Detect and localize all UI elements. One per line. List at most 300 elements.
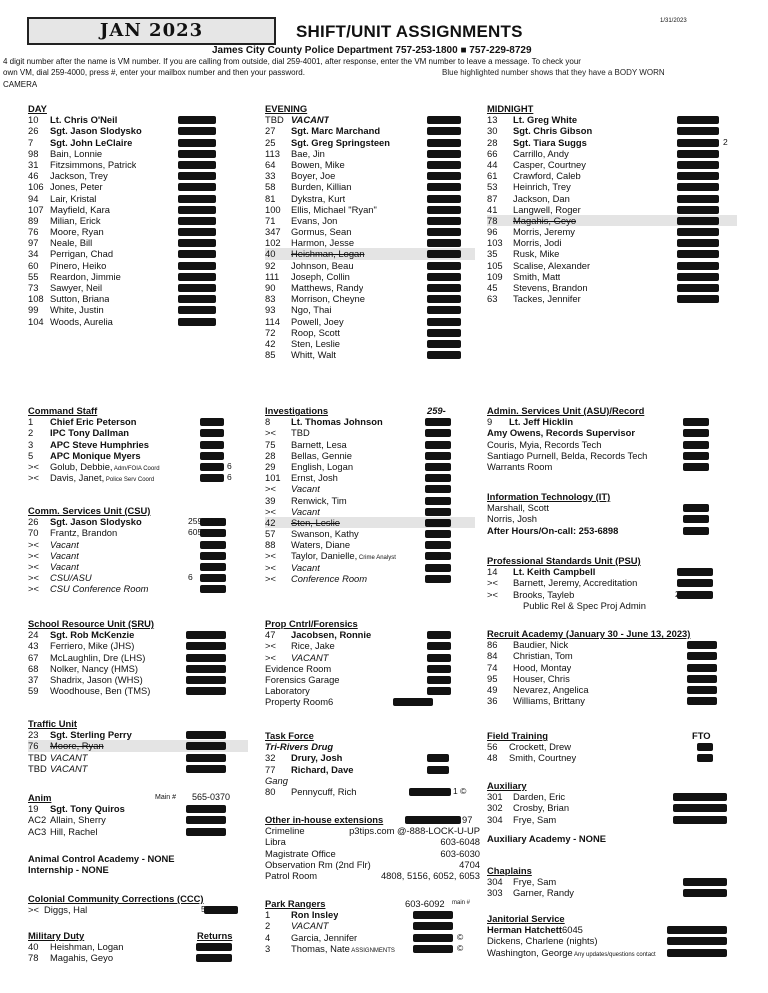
csu-section (28, 505, 248, 595)
task-section (265, 730, 475, 797)
evening-row (265, 282, 475, 293)
sru-row-redaction (186, 642, 226, 650)
field-row (487, 752, 737, 763)
midnight-row-name: Heinrich, Trey (513, 181, 571, 193)
chaplains-row-number: 303 (487, 887, 503, 899)
field-fto-label: FTO (692, 730, 711, 741)
ccc-row-redaction (204, 906, 238, 914)
day-row-number: 106 (28, 181, 44, 193)
midnight-row-redaction (677, 195, 719, 203)
midnight-row (487, 181, 737, 192)
evening-row-number: 111 (265, 270, 280, 282)
evening-row-name: Heishman, Logan (291, 248, 365, 260)
recruit-row-redaction (687, 641, 717, 649)
investigations-row-redaction (425, 485, 451, 493)
csu-heading: Comm. Services Unit (CSU) (28, 505, 151, 516)
animal-row (28, 814, 248, 825)
evening-row-name: Morrison, Cheyne (291, 293, 365, 305)
day-row (28, 159, 248, 170)
evening-row-redaction (427, 318, 461, 326)
day-row-name: Lair, Kristal (50, 192, 97, 204)
it-line (487, 525, 737, 536)
traffic-row-number: 76 (28, 740, 39, 752)
day-row-name: Reardon, Jimmie (50, 270, 121, 282)
day-row-name: Woods, Aurelia (50, 315, 113, 327)
evening-row-number: 102 (265, 237, 281, 249)
academy-line: Internship - NONE (28, 864, 109, 876)
psu-row-number: >< (487, 588, 498, 600)
evening-row (265, 125, 475, 136)
midnight-row-redaction (677, 262, 719, 270)
day-row-number: 97 (28, 237, 39, 249)
traffic-row-name: VACANT (50, 751, 88, 763)
park-row-name: Thomas, Nate ASSIGNMENTS (291, 942, 395, 954)
investigations-row-name: Waters, Diane (291, 539, 351, 551)
task-row-number: 77 (265, 763, 276, 775)
park-section (265, 898, 480, 954)
day-row-redaction (178, 116, 216, 124)
midnight-row (487, 204, 737, 215)
park-row-name: Ron Insley (291, 909, 339, 921)
psu-row-name: Brooks, Tayleb (513, 588, 575, 600)
investigations-row (265, 450, 475, 461)
midnight-row-redaction (677, 161, 719, 169)
sru-row-name: Ferriero, Mike (JHS) (50, 640, 135, 652)
command-row (28, 439, 248, 450)
command-row-extension: 6 (227, 472, 232, 483)
other-row-value: p3tips.com @-888-LOCK-U-UP (349, 825, 480, 837)
evening-row-name: Roop, Scott (291, 326, 340, 338)
park-row-redaction (413, 911, 453, 919)
evening-row-redaction (427, 183, 461, 191)
evening-row-redaction (427, 329, 461, 337)
military-row (28, 941, 258, 952)
park-main-number: 603-6092 (405, 898, 445, 909)
aux-row-redaction (673, 816, 727, 824)
evening-row (265, 349, 475, 360)
psu-row (487, 566, 737, 577)
task-gang-row-extension: 1 © (453, 785, 467, 796)
investigations-row-redaction (425, 418, 451, 426)
day-row-number: 94 (28, 192, 39, 204)
traffic-row-redaction (186, 765, 226, 773)
investigations-row (265, 427, 475, 438)
midnight-row-redaction (677, 217, 719, 225)
investigations-row-number: >< (265, 550, 276, 562)
animal-row-number: AC3 (28, 825, 47, 837)
field-row-name: Smith, Courtney (509, 752, 577, 764)
evening-row-number: 100 (265, 203, 281, 215)
day-row-name: Pinero, Heiko (50, 259, 107, 271)
traffic-row-name: Moore, Ryan (50, 740, 104, 752)
midnight-row-name: Morris, Jeremy (513, 226, 575, 238)
evening-row-name: Johnson, Beau (291, 259, 354, 271)
other-row-value: 603-6030 (440, 847, 480, 859)
csu-row-number: 26 (28, 516, 39, 528)
command-row-name: Davis, Janet, Police Serv Coord (50, 472, 155, 484)
day-row-name: Sutton, Briana (50, 293, 110, 305)
body-camera-note-2: CAMERA (3, 80, 38, 89)
csu-row-redaction (200, 552, 226, 560)
evening-row-redaction (427, 250, 461, 258)
day-row-name: Jones, Peter (50, 181, 103, 193)
military-row-name: Heishman, Logan (50, 941, 124, 953)
traffic-row-name: VACANT (50, 762, 88, 774)
task-gang-row-name: Pennycuff, Rich (291, 785, 357, 797)
day-row-name: Sgt. Jason Slodysko (50, 125, 142, 137)
csu-row (28, 583, 248, 594)
sru-row-redaction (186, 654, 226, 662)
investigations-row (265, 517, 475, 528)
task-row-redaction (427, 754, 449, 762)
command-row (28, 450, 248, 461)
recruit-row-number: 36 (487, 695, 498, 707)
day-row-number: 104 (28, 315, 44, 327)
it-line-redaction (683, 527, 709, 535)
psu-row-redaction (675, 588, 713, 599)
prop-extra-redaction (427, 687, 451, 695)
day-row-number: 76 (28, 226, 39, 238)
midnight-row-redaction (677, 206, 719, 214)
midnight-row-number: 103 (487, 237, 503, 249)
day-row-name: Lt. Chris O'Neil (50, 114, 118, 126)
military-heading: Military Duty Returns (28, 930, 233, 941)
day-row-name: Mayfield, Kara (50, 203, 110, 215)
evening-row-name: Whitt, Walt (291, 349, 336, 361)
midnight-row-name: Crawford, Caleb (513, 170, 581, 182)
midnight-row-redaction (677, 116, 719, 124)
prop-extra-label: Forensics Garage (265, 673, 340, 685)
recruit-row-redaction (687, 686, 717, 694)
recruit-row-redaction (687, 664, 717, 672)
day-row-number: 26 (28, 125, 39, 137)
day-row-redaction (178, 239, 216, 247)
park-row-name: VACANT (291, 920, 329, 932)
it-line-redaction (683, 515, 709, 523)
traffic-row (28, 763, 248, 774)
csu-row (28, 527, 248, 538)
prop-extra-extension: 6 (328, 696, 334, 708)
aux-row (487, 791, 737, 802)
recruit-row-redaction (687, 675, 717, 683)
aux-heading: Auxiliary (487, 780, 527, 791)
admin-line (487, 439, 737, 450)
investigations-row-name: Vacant (291, 483, 320, 495)
day-row-redaction (178, 228, 216, 236)
ccc-row-extension: 5 (201, 904, 206, 915)
task-row (265, 764, 475, 775)
day-row-name: Sgt. John LeClaire (50, 136, 133, 148)
day-row-redaction (178, 318, 216, 326)
investigations-row-name: Renwick, Tim (291, 494, 347, 506)
midnight-row-redaction (677, 183, 719, 191)
csu-row-number: 70 (28, 527, 39, 539)
investigations-heading: Investigations 259- (265, 405, 446, 416)
investigations-row-name: Ernst, Josh (291, 472, 338, 484)
park-row-redaction (413, 922, 453, 930)
evening-row-redaction (427, 273, 461, 281)
day-row (28, 248, 248, 259)
day-row-number: 31 (28, 158, 39, 170)
evening-row-redaction (427, 161, 461, 169)
day-row-name: Neale, Bill (50, 237, 93, 249)
command-row-number: 3 (28, 438, 34, 450)
recruit-row-number: 84 (487, 650, 498, 662)
midnight-row-number: 78 (487, 214, 498, 226)
investigations-row-name: Conference Room (291, 572, 368, 584)
evening-row-redaction (427, 217, 461, 225)
admin-line (487, 427, 737, 438)
psu-row-number: >< (487, 577, 498, 589)
investigations-row-redaction (425, 452, 451, 460)
evening-row (265, 137, 475, 148)
janitorial-line (487, 947, 737, 958)
day-row-number: 108 (28, 293, 44, 305)
evening-row (265, 204, 475, 215)
military-returns: Returns (197, 930, 233, 941)
traffic-row-redaction (186, 754, 226, 762)
other-row-value: 4704 (459, 858, 480, 870)
recruit-row (487, 662, 737, 673)
body-camera-note: Blue highlighted number shows that they have a BODY WORN (442, 68, 665, 77)
chaplains-row-name: Garner, Randy (513, 887, 574, 899)
midnight-row-name: Casper, Courtney (513, 158, 586, 170)
day-row (28, 137, 248, 148)
investigations-row-number: 29 (265, 460, 276, 472)
janitorial-line-note: Any updates/questions contact (572, 951, 656, 958)
midnight-row-redaction (677, 127, 719, 135)
evening-row-name: Harmon, Jesse (291, 237, 355, 249)
day-row-name: Sawyer, Neil (50, 282, 103, 293)
task-row-redaction (427, 766, 449, 774)
admin-section (487, 405, 737, 472)
midnight-row-number: 87 (487, 192, 498, 204)
evening-row-redaction (427, 262, 461, 270)
evening-row-name: Bowen, Mike (291, 158, 345, 170)
prop-heading: Prop Cntrl/Forensics (265, 618, 358, 629)
evening-row (265, 260, 475, 271)
investigations-row-number: >< (265, 483, 276, 495)
midnight-row-name: Langwell, Roger (513, 203, 581, 215)
day-row (28, 181, 248, 192)
admin-line-redaction (683, 441, 709, 449)
evening-row (265, 248, 475, 259)
csu-row-number: >< (28, 583, 39, 595)
other-row (265, 825, 480, 836)
investigations-row-redaction (425, 497, 451, 505)
it-line-redaction (683, 504, 709, 512)
field-row-number: 56 (487, 741, 498, 753)
psu-row-redaction (677, 568, 713, 576)
day-row (28, 304, 248, 315)
other-row-value: 4808, 5156, 6052, 6053 (380, 869, 480, 881)
psu-section (487, 555, 737, 611)
evening-row-number: 113 (265, 147, 280, 159)
recruit-row-number: 49 (487, 683, 498, 695)
investigations-row (265, 528, 475, 539)
sru-row (28, 640, 248, 651)
investigations-row-extension: 5 (437, 550, 442, 561)
park-row (265, 932, 480, 943)
prop-extra-redaction (427, 676, 451, 684)
other-heading-redaction (405, 816, 461, 824)
sru-row-number: 68 (28, 662, 39, 674)
aux-row (487, 814, 737, 825)
csu-row-number: >< (28, 560, 39, 572)
investigations-row-number: >< (265, 561, 276, 573)
midnight-row-extension: 2 (723, 136, 728, 147)
command-row-redaction (200, 441, 224, 449)
recruit-row (487, 684, 737, 695)
sru-row-number: 43 (28, 640, 39, 652)
sru-row-redaction (186, 665, 226, 673)
midnight-row-redaction (677, 228, 719, 236)
animal-row-number: 19 (28, 803, 39, 815)
sru-row (28, 685, 248, 696)
month-label: JAN 2023 (27, 17, 276, 45)
investigations-row-number: >< (265, 427, 276, 439)
park-row-number: 4 (265, 931, 271, 943)
investigations-row-name: Vacant (291, 561, 320, 573)
evening-row-number: 33 (265, 170, 276, 182)
task-gang-row (265, 786, 475, 797)
aux-section (487, 780, 737, 844)
prop-extra-row (265, 674, 475, 685)
day-row (28, 114, 248, 125)
day-row-number: 10 (28, 114, 39, 126)
csu-row-redaction (200, 563, 226, 571)
prop-row-redaction (427, 642, 451, 650)
janitorial-line-redaction (667, 937, 727, 945)
command-row-redaction (200, 418, 224, 426)
evening-row-number: 92 (265, 259, 276, 271)
it-line-text: Marshall, Scott (487, 502, 549, 514)
recruit-row-redaction (687, 652, 717, 660)
traffic-row-name: Sgt. Sterling Perry (50, 729, 132, 741)
evening-section (265, 103, 475, 360)
day-row (28, 125, 248, 136)
recruit-row-name: Baudier, Nick (513, 639, 569, 651)
chaplains-row-redaction (683, 889, 727, 897)
csu-row-extension: 259-5101 (188, 516, 224, 527)
admin-line (487, 450, 737, 461)
investigations-row-number: >< (265, 505, 276, 517)
command-row-number: >< (28, 460, 39, 472)
sru-row-number: 59 (28, 685, 39, 697)
sru-row (28, 652, 248, 663)
it-heading: Information Technology (IT) (487, 491, 611, 502)
recruit-section (487, 628, 737, 706)
admin-line-redaction (683, 463, 709, 471)
command-row-number: 1 (28, 416, 34, 428)
command-row-number: 2 (28, 427, 34, 439)
recruit-row-number: 74 (487, 661, 498, 673)
sru-row (28, 629, 248, 640)
admin-line-redaction (683, 429, 709, 437)
investigations-row (265, 539, 475, 550)
midnight-row-name: Morris, Jodi (513, 237, 562, 249)
evening-row-redaction (427, 172, 461, 180)
investigations-row-name: Lt. Thomas Johnson (291, 416, 383, 428)
investigations-row-name: Sten, Leslie (291, 516, 340, 528)
recruit-row-name: Christian, Tom (513, 650, 573, 662)
task-row-name: Drury, Josh (291, 752, 343, 764)
investigations-row-redaction (425, 441, 451, 449)
evening-row-name: Ngo, Thai (291, 304, 332, 316)
evening-row-redaction (427, 228, 461, 236)
investigations-row-number: 8 (265, 416, 271, 428)
evening-row-redaction (427, 351, 461, 359)
investigations-row-redaction (425, 530, 451, 538)
recruit-row (487, 639, 737, 650)
janitorial-heading: Janitorial Service (487, 913, 565, 924)
park-heading: Park Rangers 603-6092 main # (265, 898, 471, 909)
evening-row-name: Sgt. Greg Springsteen (291, 136, 390, 148)
evening-row-redaction (427, 340, 461, 348)
recruit-row-number: 95 (487, 672, 498, 684)
other-row-label: Libra (265, 836, 286, 848)
chaplains-heading: Chaplains (487, 865, 532, 876)
investigations-row (265, 495, 475, 506)
evening-row-number: 81 (265, 192, 276, 204)
field-row-name: Crockett, Drew (509, 741, 571, 753)
day-row-redaction (178, 195, 216, 203)
day-row-number: 7 (28, 136, 34, 148)
recruit-row-extension: 1527 (690, 695, 709, 706)
csu-row-name: Vacant (50, 560, 79, 572)
investigations-row-name: Vacant (291, 505, 320, 517)
midnight-row-name: Smith, Matt (513, 270, 561, 282)
park-row-number: 3 (265, 942, 271, 954)
prop-extra-row (265, 663, 475, 674)
evening-row-name: Boyer, Joe (291, 170, 336, 182)
midnight-row (487, 125, 737, 136)
day-row-redaction (178, 206, 216, 214)
evening-row-number: 40 (265, 248, 276, 260)
midnight-row-number: 13 (487, 114, 498, 126)
evening-row (265, 338, 475, 349)
midnight-row-redaction (677, 150, 719, 158)
prop-row-number: >< (265, 651, 276, 663)
animal-section (28, 792, 248, 837)
evening-row-name: Bae, Jin (291, 147, 325, 159)
command-row-redaction (200, 452, 224, 460)
janitorial-line-text: Washington, George (487, 946, 573, 958)
acad-section (28, 853, 258, 875)
field-section (487, 730, 737, 764)
evening-row-number: 114 (265, 315, 280, 327)
midnight-row-redaction (677, 139, 719, 147)
evening-row-redaction (427, 239, 461, 247)
document-date: 1/31/2023 (660, 18, 687, 24)
investigations-row-name: Barnett, Lesa (291, 438, 347, 450)
military-row-number: 78 (28, 952, 39, 964)
other-row (265, 870, 480, 881)
evening-row-number: 64 (265, 158, 276, 170)
it-line (487, 502, 737, 513)
command-row-note: Adm/FOIA Coord (112, 465, 160, 472)
investigations-row-number: 75 (265, 438, 276, 450)
traffic-row (28, 752, 248, 763)
recruit-row (487, 673, 737, 684)
animal-row-redaction (186, 828, 226, 836)
midnight-row-name: Sgt. Chris Gibson (513, 125, 593, 137)
investigations-row (265, 439, 475, 450)
investigations-row-number: >< (265, 572, 276, 584)
evening-row-number: 93 (265, 304, 276, 316)
recruit-heading: Recruit Academy (January 30 - June 13, 2023) (487, 628, 691, 639)
csu-row (28, 550, 248, 561)
